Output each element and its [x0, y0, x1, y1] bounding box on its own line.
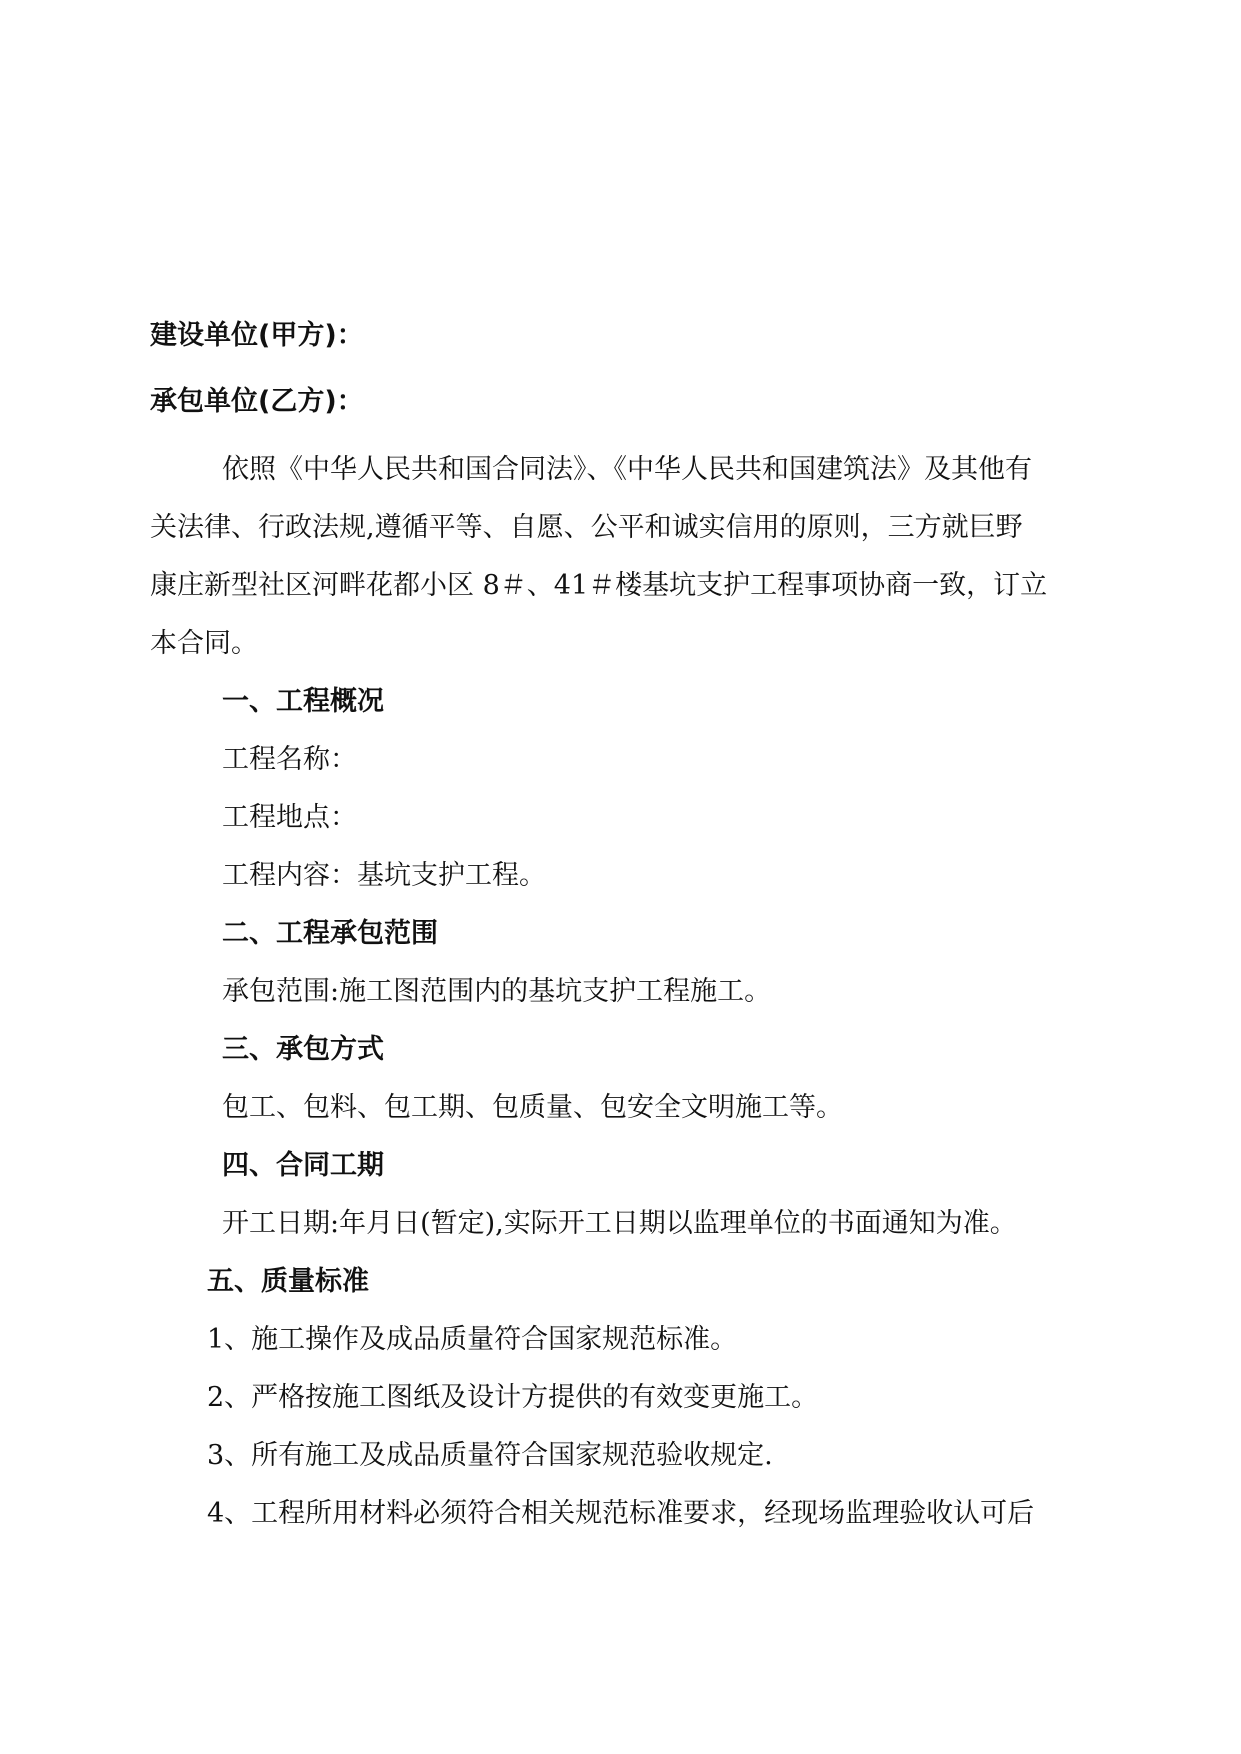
preamble-line-1: 依照《中华人民共和国合同法》、《中华人民共和国建筑法》及其他有 [222, 454, 1032, 485]
section-3-heading: 三、承包方式 [222, 1034, 384, 1065]
preamble-line-2: 关法律、行政法规,遵循平等、自愿、公平和诚实信用的原则，三方就巨野 [150, 512, 1023, 543]
quality-item: 1、施工操作及成品质量符合国家规范标准。 [207, 1324, 738, 1355]
quality-item: 3、所有施工及成品质量符合国家规范验收规定. [207, 1440, 773, 1471]
party-b-label: 承包单位(乙方)： [150, 386, 364, 417]
project-name-field: 工程名称： [222, 744, 357, 775]
section-5-heading: 五、质量标准 [207, 1266, 369, 1297]
preamble-line-3: 康庄新型社区河畔花都小区 8＃、41＃楼基坑支护工程事项协商一致，订立 [150, 570, 1048, 601]
quality-item: 2、严格按施工图纸及设计方提供的有效变更施工。 [207, 1382, 819, 1413]
section-4-heading: 四、合同工期 [222, 1150, 384, 1181]
project-content-field: 工程内容：基坑支护工程。 [222, 860, 546, 891]
start-date-text: 开工日期:年月日(暂定),实际开工日期以监理单位的书面通知为准。 [222, 1208, 1017, 1239]
preamble-line-4: 本合同。 [150, 628, 258, 659]
scope-text: 承包范围:施工图范围内的基坑支护工程施工。 [222, 976, 772, 1007]
section-2-heading: 二、工程承包范围 [222, 918, 438, 949]
method-text: 包工、包料、包工期、包质量、包安全文明施工等。 [222, 1092, 843, 1123]
party-a-label: 建设单位(甲方)： [150, 320, 364, 351]
section-1-heading: 一、工程概况 [222, 686, 384, 717]
project-location-field: 工程地点： [222, 802, 357, 833]
quality-item: 4、工程所用材料必须符合相关规范标准要求，经现场监理验收认可后 [207, 1498, 1035, 1529]
